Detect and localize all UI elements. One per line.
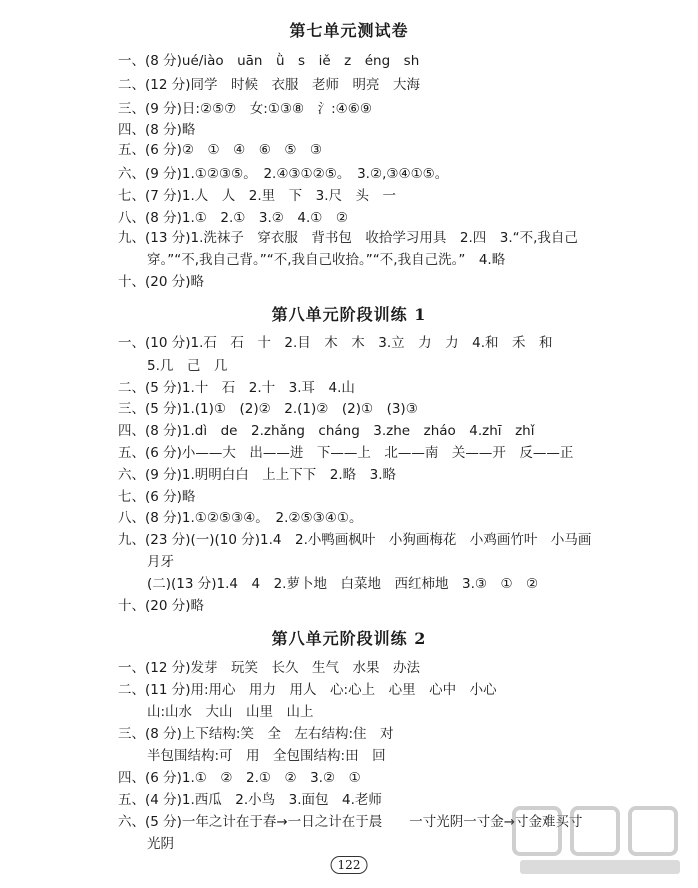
answer-line: 八、(8 分)1.①②⑤③④。 2.②⑤③④①。	[118, 510, 363, 526]
answer-line: 5.几 己 几	[147, 358, 228, 374]
answer-line: 三、(5 分)1.(1)① (2)② 2.(1)② (2)① (3)③	[118, 401, 418, 417]
answer-line: 六、(5 分)一年之计在于春→一日之计在于晨 一寸光阴一寸金→寸金难买寸	[118, 814, 583, 830]
answer-line: 十、(20 分)略	[118, 598, 205, 614]
answer-line: 四、(6 分)1.① ② 2.① ② 3.② ①	[118, 770, 361, 786]
answer-line: 二、(11 分)用:用心 用力 用人 心:心上 心里 心中 小心	[118, 682, 497, 698]
answer-line: 二、(5 分)1.十 石 2.十 3.耳 4.山	[118, 380, 355, 396]
answer-line: 七、(7 分)1.人 人 2.里 下 3.尺 头 一	[118, 188, 397, 204]
page-number: 122	[331, 856, 368, 874]
section-title-unit8-stage1: 第八单元阶段训练 1	[271, 305, 427, 324]
section-title-unit8-stage2: 第八单元阶段训练 2	[271, 629, 427, 648]
answer-line: 一、(12 分)发芽 玩笑 长久 生气 水果 办法	[118, 660, 421, 676]
answer-line: 月牙	[147, 554, 174, 570]
answer-line: 山:山水 大山 山里 山上	[147, 704, 314, 720]
answer-line: 十、(20 分)略	[118, 274, 205, 290]
answer-line: 六、(9 分)1.明明白白 上上下下 2.略 3.略	[118, 467, 397, 483]
answer-line: 九、(23 分)(一)(10 分)1.4 2.小鸭画枫叶 小狗画梅花 小鸡画竹叶 小马画	[118, 532, 592, 548]
answer-line: (二)(13 分)1.4 4 2.萝卜地 白菜地 西红柿地 3.③ ① ②	[147, 576, 539, 592]
answer-line: 穿。”“不,我自己背。”“不,我自己收拾。”“不,我自己洗。” 4.略	[147, 252, 506, 268]
answer-line: 三、(9 分)日:②⑤⑦ 女:①③⑧ 氵:④⑥⑨	[118, 101, 372, 117]
answer-line: 七、(6 分)略	[118, 489, 196, 505]
answer-line: 四、(8 分)略	[118, 122, 196, 138]
answer-line: 六、(9 分)1.①②③⑤。 2.④③①②⑤。 3.②,③④①⑤。	[118, 166, 449, 182]
answer-line: 四、(8 分)1.dì de 2.zhǎng cháng 3.zhe zháo 4.zhī zhǐ	[118, 423, 535, 439]
section-title-unit7-test: 第七单元测试卷	[289, 21, 409, 40]
answer-line: 五、(4 分)1.西瓜 2.小鸟 3.面包 4.老师	[118, 792, 382, 808]
answer-line: 光阴	[147, 836, 174, 852]
answer-line: 一、(10 分)1.石 石 十 2.目 木 木 3.立 力 力 4.和 禾 和	[118, 335, 553, 351]
answer-line: 半包围结构:可 用 全包围结构:田 回	[147, 748, 386, 764]
answer-line: 二、(12 分)同学 时候 衣服 老师 明亮 大海	[118, 77, 421, 93]
answer-line: 九、(13 分)1.洗袜子 穿衣服 背书包 收拾学习用具 2.四 3.“不,我自己	[118, 230, 578, 246]
answer-line: 八、(8 分)1.① 2.① 3.② 4.① ②	[118, 210, 348, 226]
answer-line: 三、(8 分)上下结构:笑 全 左右结构:住 对	[118, 726, 394, 742]
answer-line: 一、(8 分)ué/iào uān ǜ s iě z éng sh	[118, 53, 420, 69]
answer-line: 五、(6 分)② ① ④ ⑥ ⑤ ③	[118, 142, 323, 158]
answer-line: 五、(6 分)小——大 出——进 下——上 北——南 关——开 反——正	[118, 445, 574, 461]
